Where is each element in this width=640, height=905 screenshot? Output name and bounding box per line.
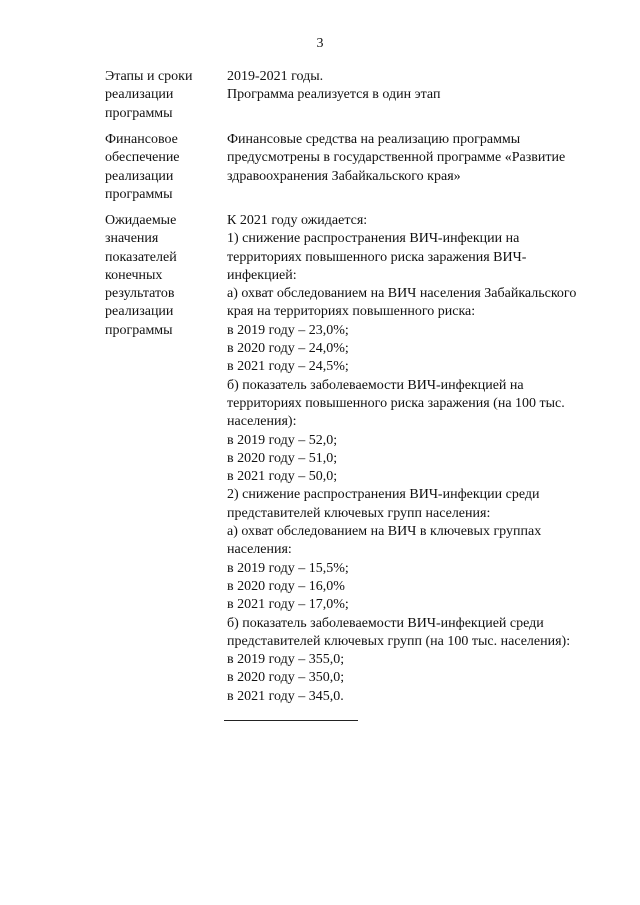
- content-line: населения:: [227, 542, 292, 558]
- content-line: представителей ключевых групп (на 100 тыс. населения):: [227, 633, 571, 649]
- row-label-financing: [105, 131, 220, 204]
- content-line: Финансовые средства на реализацию программы: [227, 132, 521, 147]
- label-line: Ожидаемые: [105, 213, 177, 228]
- content-line: 1) снижение распространения ВИЧ-инфекции на: [227, 231, 520, 247]
- row-content-expected-results: [227, 212, 601, 706]
- content-line: а) охват обследованием на ВИЧ в ключевых группах: [227, 524, 542, 540]
- label-line: реализации: [105, 304, 174, 320]
- row-label-expected-results: [105, 212, 220, 340]
- label-line: программы: [105, 322, 173, 338]
- label-line: показателей: [105, 249, 177, 265]
- label-line: Этапы и сроки: [105, 69, 193, 84]
- content-line: в 2019 году – 15,5%;: [227, 560, 349, 576]
- content-line: территориях повышенного риска заражения (на 100 тыс.: [227, 395, 565, 411]
- content-line: 2) снижение распространения ВИЧ-инфекции среди: [227, 487, 540, 503]
- page-number: 3: [316, 36, 324, 51]
- row-content-stages: [227, 68, 601, 105]
- content-line: в 2019 году – 52,0;: [227, 432, 338, 448]
- content-line: Программа реализуется в один этап: [227, 87, 441, 103]
- row-content-financing: [227, 131, 601, 186]
- content-line: 2019-2021 годы.: [227, 69, 324, 84]
- content-line: здравоохранения Забайкальского края»: [227, 168, 461, 184]
- content-line: населения):: [227, 414, 297, 430]
- content-line: в 2020 году – 51,0;: [227, 450, 338, 466]
- content-line: в 2019 году – 23,0%;: [227, 322, 349, 338]
- label-line: реализации: [105, 168, 174, 184]
- content-line: К 2021 году ожидается:: [227, 213, 368, 228]
- content-line: края на территориях повышенного риска:: [227, 304, 476, 320]
- content-line: представителей ключевых групп населения:: [227, 505, 491, 521]
- row-label-stages: [105, 68, 220, 123]
- content-line: инфекцией:: [227, 267, 297, 283]
- content-line: в 2019 году – 355,0;: [227, 652, 345, 668]
- content-line: в 2021 году – 17,0%;: [227, 597, 349, 613]
- content-line: б) показатель заболеваемости ВИЧ-инфекцией среди: [227, 615, 544, 631]
- content-line: предусмотрены в государственной программе «Развитие: [227, 150, 566, 166]
- content-line: в 2021 году – 50,0;: [227, 469, 338, 485]
- content-line: в 2020 году – 24,0%;: [227, 341, 349, 357]
- content-line: территориях повышенного риска заражения ВИЧ-: [227, 249, 527, 265]
- content-line: в 2021 году – 24,5%;: [227, 359, 349, 375]
- content-line: б) показатель заболеваемости ВИЧ-инфекцией на: [227, 377, 524, 393]
- footer-divider: [224, 720, 358, 721]
- label-line: результатов: [105, 286, 175, 302]
- content-line: в 2020 году – 350,0;: [227, 670, 345, 686]
- content-line: в 2021 году – 345,0.: [227, 688, 344, 704]
- content-line: в 2020 году – 16,0%: [227, 578, 345, 594]
- label-line: конечных: [105, 267, 163, 283]
- content-line: а) охват обследованием на ВИЧ населения Забайкальского: [227, 286, 577, 302]
- label-line: реализации: [105, 87, 174, 103]
- label-line: программы: [105, 186, 173, 202]
- label-line: обеспечение: [105, 150, 180, 166]
- label-line: значения: [105, 231, 159, 247]
- label-line: Финансовое: [105, 132, 178, 147]
- label-line: программы: [105, 105, 173, 121]
